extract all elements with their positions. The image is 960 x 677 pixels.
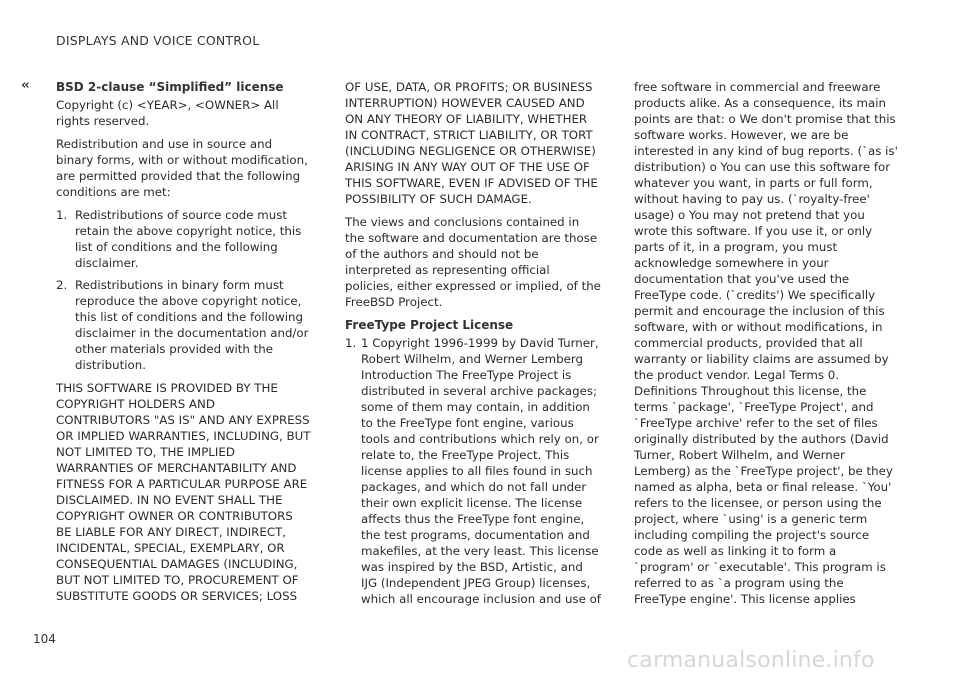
page-number: 104 xyxy=(33,632,56,646)
paragraph: The views and conclusions contained in the software and documentation are those of the authors and should not be interpreted as representing official policies, either expressed or implied, of the FreeBSD Project. xyxy=(345,215,601,309)
disclaimer-paragraph: THIS SOFTWARE IS PROVIDED BY THE COPYRIGHT HOLDERS AND CONTRIBUTORS "AS IS" AND ANY EXPRESS OR IMPLIED WARRANTIES, INCLUDING, BUT NOT LIMITED TO, THE IMPLIED WARRANTIES OF MERCHANTABILITY AND FITNESS FOR A PARTICULAR PURPOSE ARE DISCLAIMED. IN NO EVENT SHALL THE COPYRIGHT OWNER OR CONTRIBUTORS BE LIABLE FOR ANY DIRECT, INDIRECT, INCIDENTAL, SPECIAL, EXEMPLARY, OR CONSEQUENTIAL DAMAGES (INCLUDING, BUT NOT LIMITED TO, PROCUREMENT OF SUBSTITUTE GOODS OR SERVICES; LOSS xyxy=(56,381,311,603)
watermark: carmanualsonline.info xyxy=(627,648,875,673)
list-number: 1. xyxy=(56,208,68,222)
list-item-text: Redistributions of source code must retain the above copyright notice, this list of conditions and the following disclaimer. xyxy=(75,208,302,270)
list-number: 2. xyxy=(56,278,68,292)
paragraph: Copyright (c) <YEAR>, <OWNER> All rights reserved. xyxy=(56,98,279,128)
paragraph: free software in commercial and freeware products alike. As a consequence, its main points are that: o We don't promise that this software works. However, we are be interested in any kind of bug reports. (`as is' distribution) o You can use this software for whatever you want, in parts or full form, without having to pay us. (`royalty-free' usage) o You may not pretend that you wrote this software. If you use it, or only parts of it, in a program, you must acknowledge somewhere in your documentation that you've used the FreeType code. (`credits') We specifically permit and encourage the inclusion of this software, with or without modifications, in commercial products, provided that all warranty or liability claims are assumed by the product vendor. Legal Terms 0. Definitions Throughout this license, the terms `package', `FreeType Project', and `FreeType archive' refer to the set of files originally distributed by the authors (David Turner, Robert Wilhelm, and Werner Lemberg) as the `FreeType project', be they named as alpha, beta or final release. `You' refers to the licensee, or person using the project, where `using' is a generic term including compiling the project's source code as well as linking it to form a `program' or `executable'. This program is referred to as `a program using the FreeType engine'. This license applies xyxy=(634,80,898,606)
text-column-1 xyxy=(56,79,312,611)
text-column-3 xyxy=(634,79,898,614)
bsd-license-heading: BSD 2-clause “Simplified” license xyxy=(56,80,284,94)
list-item xyxy=(345,335,601,607)
freetype-license-heading: FreeType Project License xyxy=(345,318,514,332)
double-chevron-back-icon[interactable]: ‹‹ xyxy=(21,78,28,93)
freetype-list xyxy=(345,335,601,607)
paragraph: OF USE, DATA, OR PROFITS; OR BUSINESS INTERRUPTION) HOWEVER CAUSED AND ON ANY THEORY OF LIABILITY, WHETHER IN CONTRACT, STRICT LIABILITY, OR TORT (INCLUDING NEGLIGENCE OR OTHERWISE) ARISING IN ANY WAY OUT OF THE USE OF THIS SOFTWARE, EVEN IF ADVISED OF THE POSSIBILITY OF SUCH DAMAGE. xyxy=(345,80,598,206)
text-column-2 xyxy=(345,79,601,614)
list-number: 1. xyxy=(345,336,357,350)
list-item-text: 1 Copyright 1996-1999 by David Turner, Robert Wilhelm, and Werner Lemberg Introduction The FreeType Project is distributed in several archive packages; some of them may contain, in addition to the FreeType font engine, various tools and contributions which rely on, or relate to, the FreeType Project. This license applies to all files found in such packages, and which do not fall under their own explicit license. The license affects thus the FreeType font engine, the test programs, documentation and makefiles, at the very least. This license was inspired by the BSD, Artistic, and IJG (Independent JPEG Group) licenses, which all encourage inclusion and use of xyxy=(361,336,601,606)
conditions-list xyxy=(56,207,312,373)
list-item xyxy=(56,207,312,271)
paragraph: Redistribution and use in source and binary forms, with or without modification, are permitted provided that the following conditions are met: xyxy=(56,137,308,199)
section-header: DISPLAYS AND VOICE CONTROL xyxy=(56,33,260,48)
list-item-text: Redistributions in binary form must reproduce the above copyright notice, this list of conditions and the following disclaimer in the documentation and/or other materials provided with the distribution. xyxy=(75,278,309,372)
list-item xyxy=(56,277,312,373)
